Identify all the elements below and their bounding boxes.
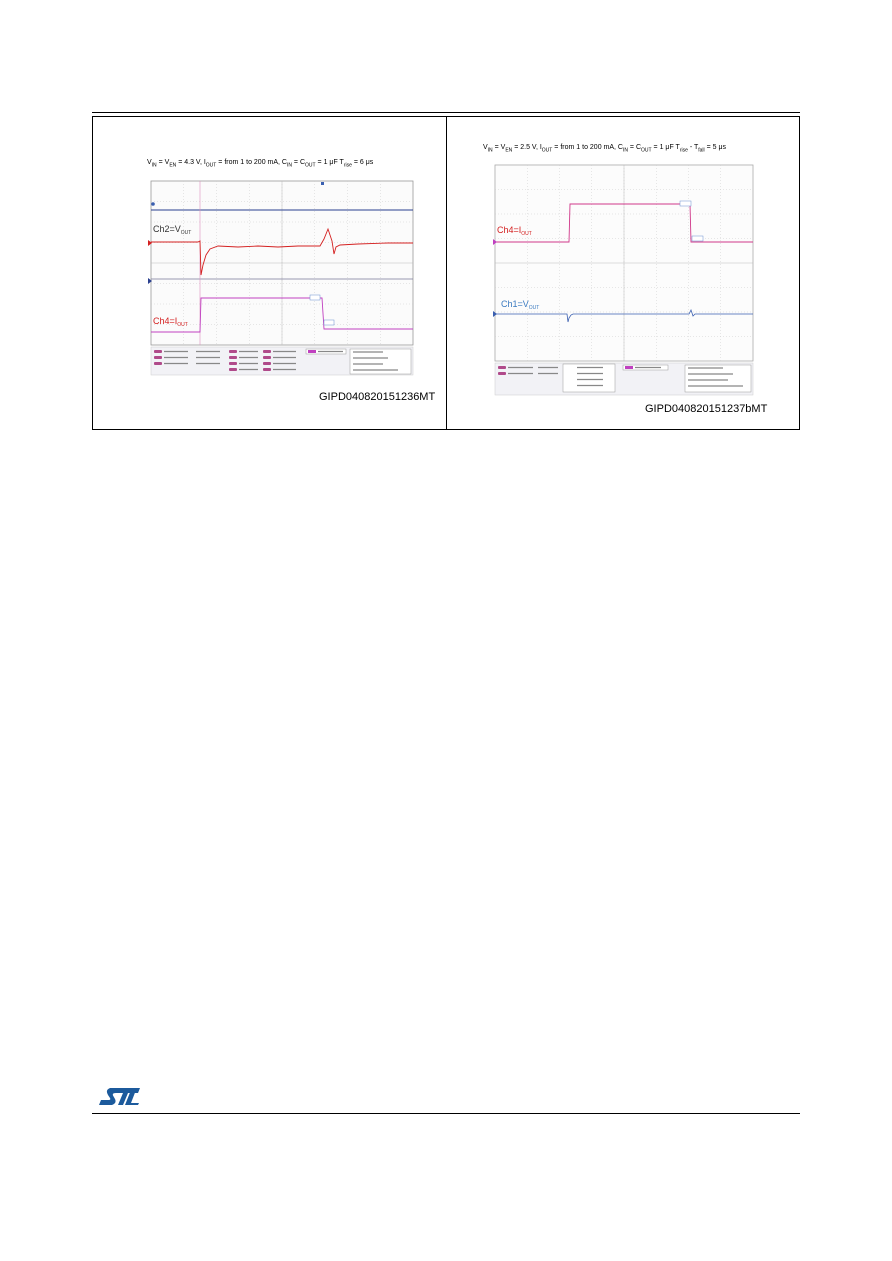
top-rule (92, 112, 800, 113)
left-figure-id: GIPD040820151236MT (319, 391, 436, 403)
figure-divider (446, 117, 447, 429)
bottom-rule (92, 1113, 800, 1114)
right-caption: $V_{IN} = V_{EN} = 2.5$ V, $I_{OUT}$ = from 1 to 200 mA, $C_{IN} = C_{OUT} = 1$ μF $T_{rise} - T_{fall} = 5$ μs (483, 144, 727, 154)
right-figure-id: GIPD040820151237bMT (645, 403, 768, 415)
ch2-vout-label: $Ch2=V_{OUT}$ (153, 224, 192, 236)
ch1-vout-label: $Ch1=V_{OUT}$ (501, 299, 540, 311)
left-caption: $V_{IN} = V_{EN} = 4.3$ V, $I_{OUT}$ = from 1 to 200 mA, $C_{IN} = C_{OUT} = 1$ μF $T_{rise} = 6$ μs (147, 159, 374, 169)
figure-box (92, 116, 800, 430)
right-scope-screenshot (493, 163, 755, 397)
left-scope-screenshot (148, 179, 418, 377)
ch4-iout-label: $Ch4=I_{OUT}$ (153, 316, 188, 328)
ch4-iout-label: $Ch4=I_{OUT}$ (497, 225, 532, 237)
st-logo (98, 1086, 142, 1113)
